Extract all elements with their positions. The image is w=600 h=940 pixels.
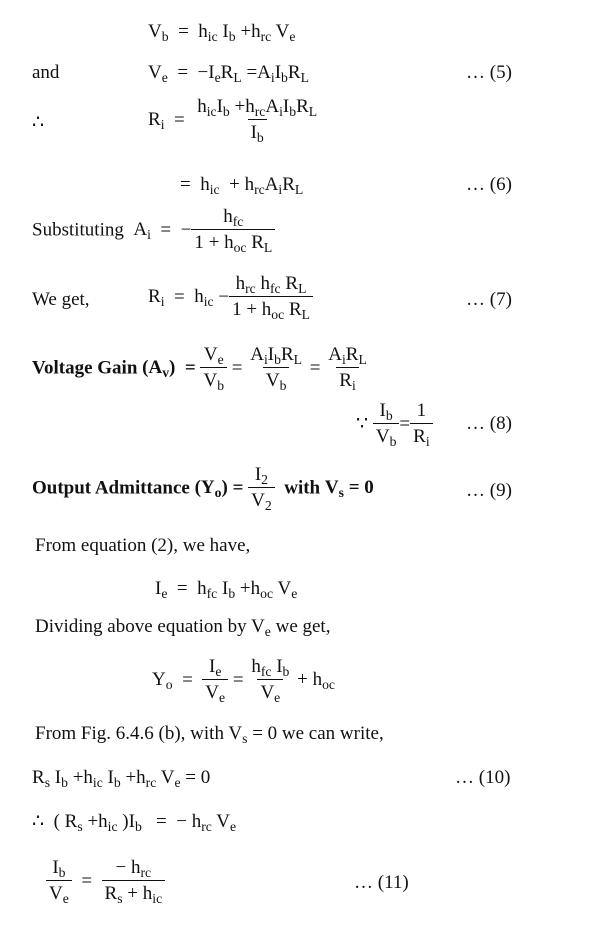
- equation-ie: $I_e = h_{fc}$ $I_b +h_{oc}$ $V_e$: [155, 578, 298, 602]
- equation-kvl: $R_s$ $I_b +h_{ic}$ $I_b +h_{rc}$ $V_e = 0$: [32, 767, 211, 791]
- equation-because: ∵ $\frac{I_b}{V_b}$ = $\frac{1}{R_i}$: [356, 400, 433, 448]
- text-from-equation-2: From equation (2), we have,: [35, 535, 251, 556]
- equation-vb: $V_b = h_{ic}$ $I_b +h_{rc}$ $V_e$: [148, 21, 296, 45]
- equation-voltage-gain: Voltage Gain $(A_v)$ = $\frac{V_e}{V_b}$ = $\frac{A_iI_bR_L}{V_b}$ = $\frac{A_iR_L}{R_i}$: [32, 344, 367, 393]
- equation-number: … (9): [466, 480, 512, 501]
- equation-number: … (6): [466, 174, 512, 195]
- equation-number: … (5): [466, 62, 512, 83]
- equation-ri-simplified: = $h_{ic} + h_{rc}A_iR_L$: [180, 174, 304, 198]
- text-from-fig: From Fig. 6.4.6 (b), with $V_s = 0$ we can write,: [35, 723, 384, 747]
- equation-number: … (7): [466, 289, 512, 310]
- equation-ib-ve: $\frac{I_b}{V_e}$ = $\frac{- h_{rc}}{R_s + h_{ic}}$: [46, 857, 165, 905]
- equation-yo: $Y_o$ = $\frac{I_e}{V_e}$ = $\frac{h_{fc} I_b}{V_e}$ + $h_{oc}$: [152, 656, 335, 705]
- equation-rearranged: ∴ ( $R_s +h_{ic}$ )$I_b$ = − $h_{rc}$ $V_e$: [32, 811, 237, 835]
- equation-number: … (8): [466, 413, 512, 434]
- text-dividing: Dividing above equation by $V_e$ we get,: [35, 616, 331, 640]
- equation-number: … (11): [354, 872, 409, 893]
- equation-ve: $V_e = -I_eR_L =A_iI_bR_L$: [148, 62, 309, 86]
- therefore-symbol: ∴: [32, 112, 45, 133]
- equation-ai: Substituting $A_i$ = − $\frac{h_{fc}}{1 + h_{oc} R_L}$: [32, 206, 275, 254]
- equation-ri-fraction: $R_i$ = $\frac{h_{ic}I_b +h_{rc}A_iI_bR_L}{I_b}$: [148, 96, 318, 145]
- equation-number: … (10): [455, 767, 511, 788]
- word-and: and: [32, 62, 60, 83]
- equation-ri-final: $R_i = h_{ic}$ − $\frac{h_{rc} h_{fc} R_L}{1 + h_{oc} R_L}$: [148, 273, 313, 321]
- equation-output-admittance: Output Admittance $(Y_o)$ = $\frac{I_2}{V_2}$ with $V_s = 0$: [32, 464, 374, 513]
- we-get-label: We get,: [32, 289, 90, 310]
